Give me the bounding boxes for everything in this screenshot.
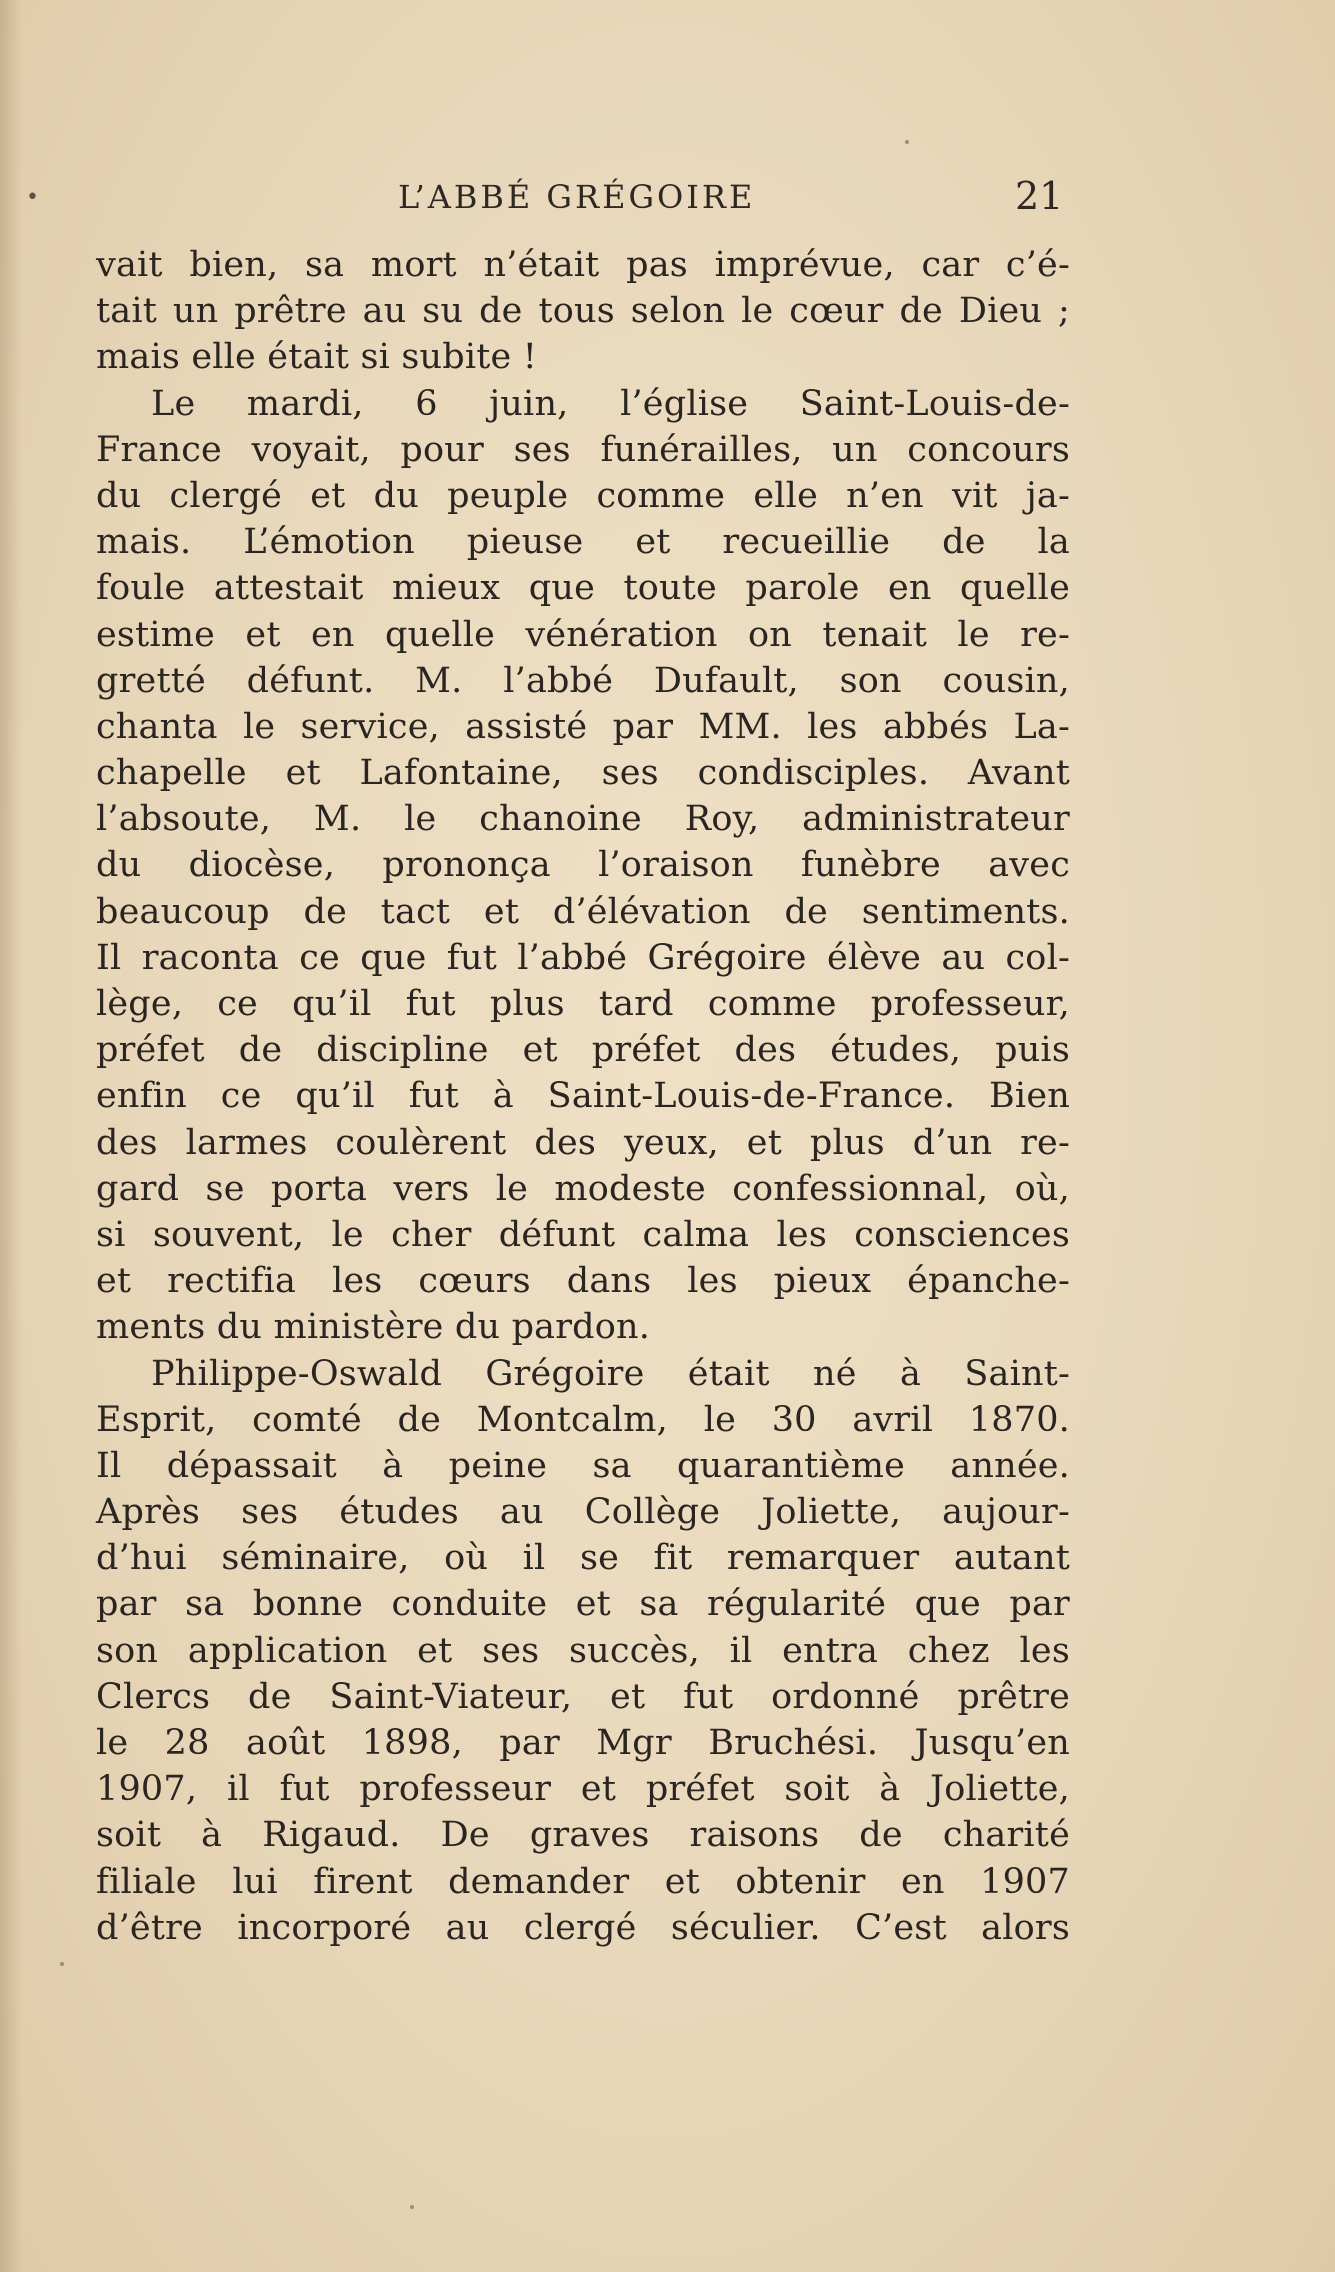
text-line: le 28 août 1898, par Mgr Bruchési. Jusqu’en: [96, 1723, 1070, 1763]
text-line: ments du ministère du pardon.: [96, 1307, 651, 1348]
text-line: chapelle et Lafontaine, ses condisciples. Avant: [96, 753, 1070, 794]
text-line: tait un prêtre au su de tous selon le cœur de Dieu ;: [96, 291, 1070, 332]
text-line: Philippe-Oswald Grégoire était né à Saint-: [151, 1353, 1070, 1394]
text-line: des larmes coulèrent des yeux, et plus d’un re-: [96, 1122, 1070, 1163]
running-head: [0, 175, 1335, 225]
paper-speck: [60, 1962, 64, 1966]
text-line: mais. L’émotion pieuse et recueillie de la: [96, 522, 1070, 563]
text-line: Il raconta ce que fut l’abbé Grégoire élève au col-: [96, 937, 1070, 978]
text-line: filiale lui firent demander et obtenir en 1907: [96, 1861, 1070, 1902]
margin-bullet: •: [26, 185, 39, 210]
text-line: si souvent, le cher défunt calma les consciences: [96, 1214, 1070, 1255]
text-line: Après ses études au Collège Joliette, aujour-: [96, 1492, 1070, 1533]
running-head-title: L’ABBÉ GRÉGOIRE: [398, 178, 756, 216]
text-line: et rectifia les cœurs dans les pieux épanche-: [96, 1261, 1070, 1302]
body-text: [96, 242, 1070, 1951]
text-line: France voyait, pour ses funérailles, un concours: [96, 429, 1070, 470]
text-line: préfet de discipline et préfet des études, puis: [96, 1030, 1070, 1071]
text-line: foule attestait mieux que toute parole en quelle: [96, 568, 1070, 609]
text-line: par sa bonne conduite et sa régularité que par: [96, 1584, 1070, 1625]
text-line: l’absoute, M. le chanoine Roy, administrateur: [96, 799, 1070, 840]
text-line: soit à Rigaud. De graves raisons de charité: [96, 1815, 1070, 1856]
text-line: lège, ce qu’il fut plus tard comme professeur,: [96, 984, 1070, 1024]
text-line: chanta le service, assisté par MM. les abbés La-: [96, 706, 1070, 747]
paper-speck: [410, 2205, 414, 2209]
text-line: son application et ses succès, il entra chez les: [96, 1630, 1070, 1671]
text-line: du clergé et du peuple comme elle n’en vit ja-: [96, 475, 1070, 516]
page-edge-shadow: [0, 0, 22, 2272]
text-line: du diocèse, prononça l’oraison funèbre avec: [96, 845, 1070, 886]
text-line: d’hui séminaire, où il se fit remarquer autant: [96, 1538, 1070, 1579]
text-line: estime et en quelle vénération on tenait le re-: [96, 614, 1070, 655]
text-line: d’être incorporé au clergé séculier. C’est alors: [96, 1907, 1070, 1948]
page-number: 21: [1015, 174, 1064, 218]
paper-speck: [905, 140, 909, 144]
text-line: Le mardi, 6 juin, l’église Saint-Louis-de-: [151, 383, 1070, 424]
text-line: mais elle était si subite !: [96, 337, 538, 378]
text-line: vait bien, sa mort n’était pas imprévue, car c’é-: [96, 245, 1070, 285]
text-line: gretté défunt. M. l’abbé Dufault, son cousin,: [96, 660, 1070, 701]
text-line: 1907, il fut professeur et préfet soit à Joliette,: [96, 1769, 1070, 1810]
text-line: beaucoup de tact et d’élévation de sentiments.: [96, 891, 1070, 932]
text-line: enfin ce qu’il fut à Saint-Louis-de-France. Bien: [96, 1076, 1070, 1117]
text-line: gard se porta vers le modeste confessionnal, où,: [96, 1168, 1070, 1209]
text-line: Il dépassait à peine sa quarantième année.: [96, 1445, 1070, 1486]
text-line: Clercs de Saint-Viateur, et fut ordonné prêtre: [96, 1676, 1070, 1717]
text-line: Esprit, comté de Montcalm, le 30 avril 1870.: [96, 1399, 1070, 1440]
